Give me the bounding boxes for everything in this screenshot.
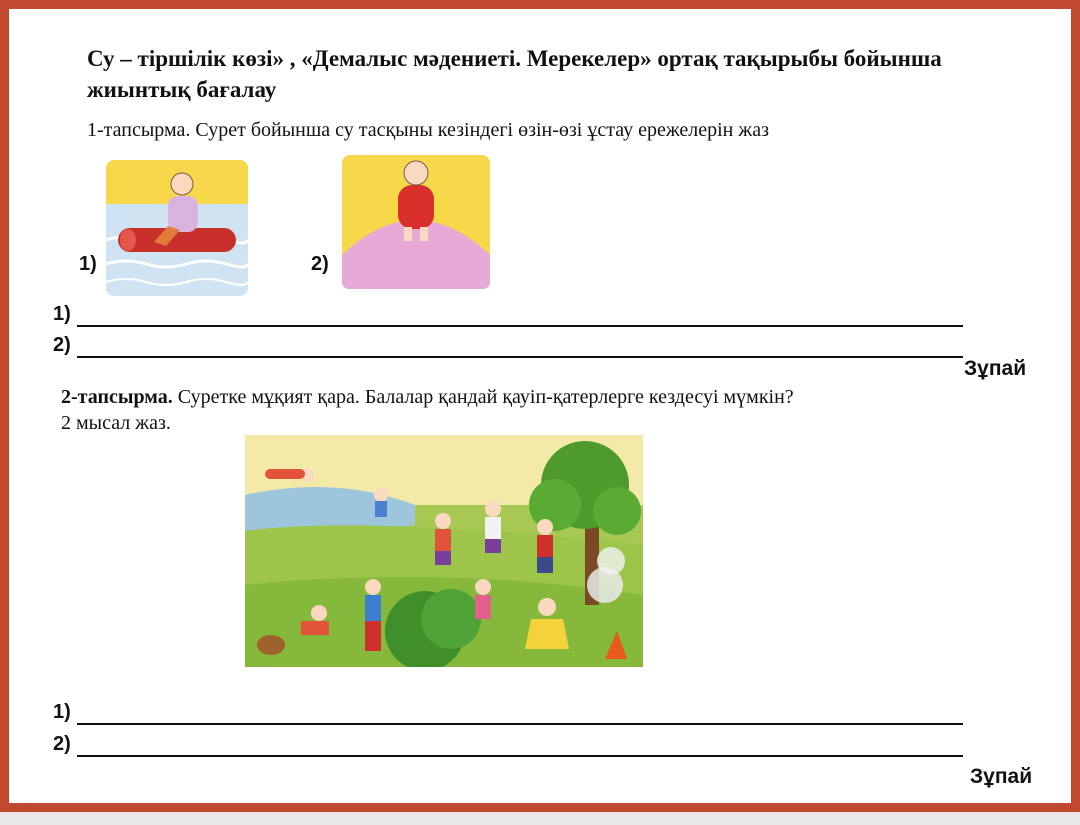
answer-number: 2) xyxy=(53,733,71,755)
task1-instruction: 1-тапсырма. Сурет бойынша су тасқыны кезіндегі өзін-өзі ұстау ережелерін жаз xyxy=(87,119,769,141)
answer-blank xyxy=(77,325,963,327)
task2-label: 2-тапсырма. xyxy=(61,386,173,408)
task2-picture xyxy=(245,435,643,667)
answer-blank xyxy=(77,723,963,725)
task1-answer-line-1[interactable] xyxy=(53,303,963,329)
task2-score: Зұпай xyxy=(970,765,1033,788)
task2-text: Суретке мұқият қара. Балалар қандай қауіп-қатерлерге кездесуі мүмкін? xyxy=(172,386,794,408)
task2-answer-line-2[interactable] xyxy=(53,733,963,759)
task1-picture-1 xyxy=(106,160,248,296)
task2-answer-line-1[interactable] xyxy=(53,701,963,727)
task1-score: Зұпай xyxy=(964,357,1027,380)
picture-2-label: 2) xyxy=(311,253,329,275)
picture-1-label: 1) xyxy=(79,253,97,275)
task1-picture-2 xyxy=(342,155,490,289)
task2-text-2: 2 мысал жаз. xyxy=(61,412,171,434)
answer-blank xyxy=(77,755,963,757)
answer-number: 1) xyxy=(53,303,71,325)
worksheet-title: Су – тіршілік көзі» , «Демалыс мәдениеті. Мерекелер» ортақ тақырыбы бойынша жиынтық бағалау xyxy=(87,46,942,102)
task1-answer-line-2[interactable] xyxy=(53,334,963,360)
task2-instruction xyxy=(61,384,961,436)
answer-number: 1) xyxy=(53,701,71,723)
answer-blank xyxy=(77,356,963,358)
answer-number: 2) xyxy=(53,334,71,356)
